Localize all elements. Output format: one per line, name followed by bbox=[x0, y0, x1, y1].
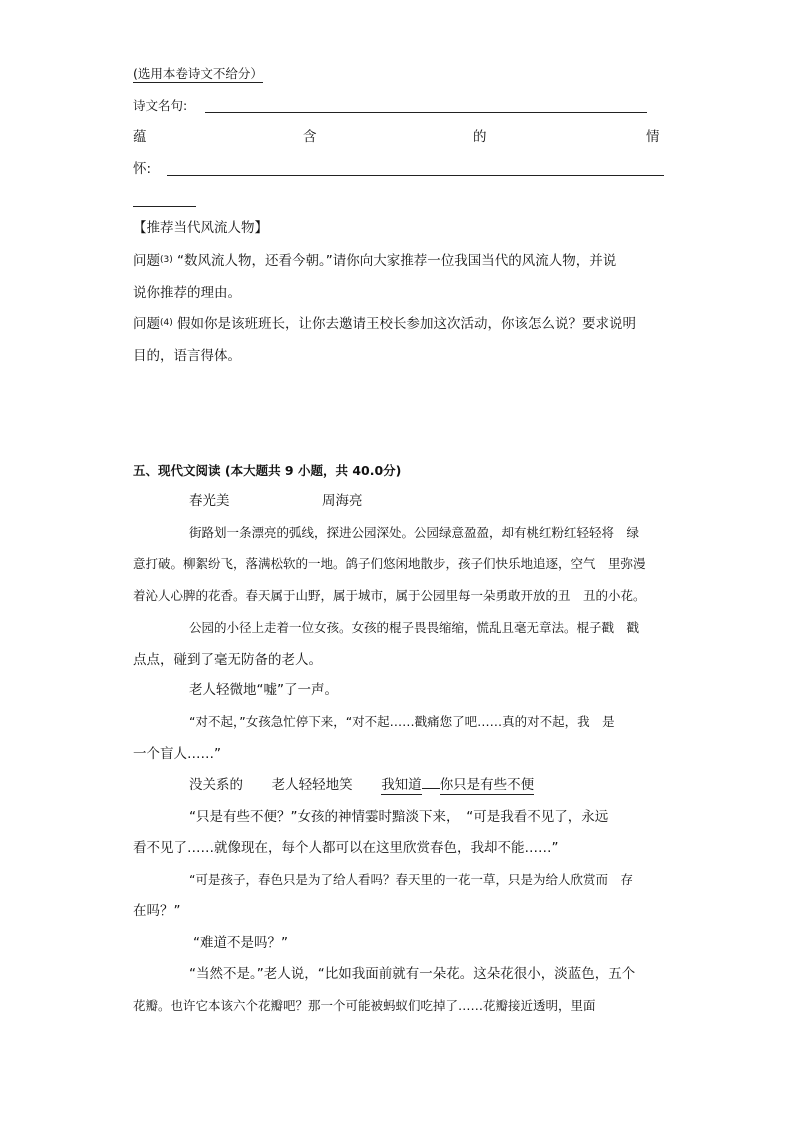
paragraph-2-line-1: 公园的小径上走着一位女孩。女孩的棍子畏畏缩缩，慌乱且毫无章法。棍子戳 戳 bbox=[189, 620, 640, 635]
paragraph-7-line-2: 在吗？” bbox=[133, 903, 181, 919]
paragraph-2-line-2: 点点，碰到了毫无防备的老人。 bbox=[133, 652, 322, 668]
feeling-char-1: 蕴 bbox=[133, 129, 147, 145]
paragraph-1-line-3: 着沁人心脾的花香。春天属于山野，属于城市，属于公园里每一朵勇敢开放的丑 丑的小花。 bbox=[133, 588, 646, 603]
article-title: 春光美 bbox=[189, 493, 230, 509]
poem-line-label: 诗文名句: bbox=[133, 98, 188, 113]
paragraph-1-line-1: 街路划一条漂亮的弧线，探进公园深处。公园绿意盈盈，却有桃红粉红轻轻将 绿 bbox=[189, 525, 640, 540]
paragraph-7-line-1: “可是孩子，春色只是为了给人看吗？春天里的一花一草，只是为给人欣赏而 存 bbox=[189, 872, 633, 887]
paragraph-9-line-2: 花瓣。也许它本该六个花瓣吧？那一个可能被蚂蚁们吃掉了……花瓣接近透明，里面 bbox=[133, 998, 596, 1013]
question-3-text: “数风流人物，还看今朝。”请你向大家推荐一位我国当代的风流人物，并说 bbox=[177, 253, 617, 269]
paragraph-3: 老人轻微地“嘘”了一声。 bbox=[189, 682, 338, 698]
question-3-line-2: 说你推荐的理由。 bbox=[133, 285, 241, 301]
paragraph-4-line-2: 一个盲人……” bbox=[133, 746, 221, 762]
paragraph-5-part-c: 我知道 bbox=[381, 777, 422, 793]
paragraph-6-line-2: 看不见了……就像现在，每个人都可以在这里欣赏春色，我却不能……” bbox=[133, 840, 559, 856]
exclusion-note: (选用本卷诗文不给分） bbox=[133, 66, 263, 81]
question-3-label: 问题 bbox=[133, 253, 160, 269]
feeling-answer-line-2 bbox=[133, 206, 196, 207]
question-4-line-2: 目的，语言得体。 bbox=[133, 348, 241, 364]
feeling-answer-line-1 bbox=[167, 175, 664, 176]
recommend-heading: 【推荐当代风流人物】 bbox=[133, 220, 268, 236]
section-5-heading: 五、现代文阅读 (本大题共 9 小题，共 40.0分) bbox=[133, 463, 402, 478]
paragraph-5-part-d: 你只是有些不便 bbox=[439, 777, 535, 793]
feeling-char-2: 含 bbox=[303, 129, 317, 145]
paragraph-1-line-2: 意打破。柳絮纷飞，落满松软的一地。鸽子们悠闲地散步，孩子们快乐地追逐，空气 里弥漫 bbox=[133, 556, 646, 571]
poem-answer-line bbox=[205, 112, 647, 113]
question-4-line-1 bbox=[133, 318, 636, 332]
paragraph-4-line-1: “对不起，”女孩急忙停下来，“对不起……戳痛您了吧……真的对不起，我 是 bbox=[189, 714, 615, 729]
paragraph-5-part-b: 老人轻轻地笑 bbox=[271, 777, 353, 793]
feeling-label-end: 怀: bbox=[133, 161, 152, 177]
question-4-number: (4) bbox=[160, 318, 173, 328]
article-author: 周海亮 bbox=[322, 493, 363, 509]
feeling-char-3: 的 bbox=[473, 129, 487, 145]
question-3-number: (3) bbox=[160, 255, 173, 265]
paragraph-5-part-a: 没关系的 bbox=[189, 777, 243, 793]
question-4-label: 问题 bbox=[133, 316, 160, 332]
paragraph-8: “难道不是吗？” bbox=[193, 935, 288, 951]
question-3-line-1 bbox=[133, 255, 616, 269]
question-4-text: 假如你是该班班长，让你去邀请王校长参加这次活动，你该怎么说？要求说明 bbox=[177, 316, 637, 332]
feeling-char-4: 情 bbox=[646, 129, 660, 145]
paragraph-6-line-1: “只是有些不便？”女孩的神情霎时黯淡下来， “可是我看不见了，永远 bbox=[189, 809, 609, 825]
paragraph-5 bbox=[189, 779, 534, 793]
paragraph-9-line-1: “当然不是。”老人说，“比如我面前就有一朵花。这朵花很小，淡蓝色，五个 bbox=[189, 966, 636, 982]
